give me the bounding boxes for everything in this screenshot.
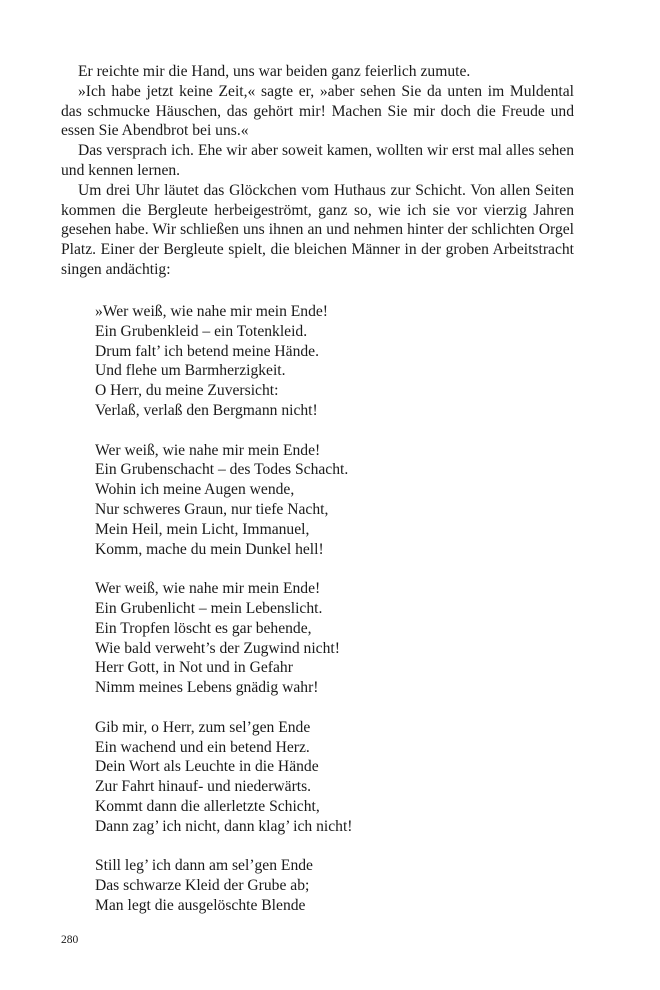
verse-line: Dein Wort als Leuchte in die Hände xyxy=(95,758,319,776)
paragraph: Das versprach ich. Ehe wir aber soweit kamen, wollten wir erst mal alles sehen und kennen lernen. xyxy=(61,142,574,179)
prose-block xyxy=(61,62,574,280)
verse-line: Ein Grubenkleid – ein Totenkleid. xyxy=(95,322,308,340)
verse-line: O Herr, du meine Zuversicht: xyxy=(95,382,279,400)
verse-line: Wohin ich meine Augen wende, xyxy=(95,481,295,499)
verse-line: Und flehe um Barmherzigkeit. xyxy=(95,362,286,380)
stanza xyxy=(95,579,353,698)
verse-line: Zur Fahrt hinauf- und niederwärts. xyxy=(95,778,312,796)
verse-line: Ein wachend und ein betend Herz. xyxy=(95,738,310,756)
verse-line: Still leg’ ich dann am sel’gen Ende xyxy=(95,857,313,875)
paragraph: »Ich habe jetzt keine Zeit,« sagte er, »aber sehen Sie da unten im Muldental das schmucke Häuschen, das gehört mir! Machen Sie mir doch die Freude und essen Sie Abendbrot bei uns.« xyxy=(61,82,574,140)
verse-line: Wer weiß, wie nahe mir mein Ende! xyxy=(95,580,321,598)
verse-line: Drum falt’ ich betend meine Hände. xyxy=(95,342,319,360)
stanza xyxy=(95,856,353,915)
verse-line: Das schwarze Kleid der Grube ab; xyxy=(95,877,310,895)
verse-line: Ein Tropfen löscht es gar behende, xyxy=(95,619,312,637)
paragraph: Er reichte mir die Hand, uns war beiden ganz feierlich zumute. xyxy=(78,63,471,80)
stanza xyxy=(95,441,353,560)
verse-line: Mein Heil, mein Licht, Immanuel, xyxy=(95,520,310,538)
verse-line: Nimm meines Lebens gnädig wahr! xyxy=(95,679,319,697)
verse-line: Gib mir, o Herr, zum sel’gen Ende xyxy=(95,718,311,736)
stanza xyxy=(95,718,353,837)
verse-line: Man legt die ausgelöschte Blende xyxy=(95,896,306,914)
page-number: 280 xyxy=(61,934,79,946)
verse-line: Nur schweres Graun, nur tiefe Nacht, xyxy=(95,500,329,518)
verse-line: Wer weiß, wie nahe mir mein Ende! xyxy=(95,441,321,459)
verse-line: Komm, mache du mein Dunkel hell! xyxy=(95,540,324,558)
paragraph: Um drei Uhr läutet das Glöckchen vom Huthaus zur Schicht. Von allen Seiten kommen die Bergleute herbeigeströmt, ganz so, wie ich sie vor vierzig Jahren gesehen habe. Wir schließen uns ihnen an und nehmen hinter der schlichten Orgel Platz. Einer der Bergleute spielt, die bleichen Männer in der groben Arbeitstracht singen andächtig: xyxy=(61,181,574,278)
verse-line: Verlaß, verlaß den Bergmann nicht! xyxy=(95,401,318,419)
verse-line: Ein Grubenlicht – mein Lebenslicht. xyxy=(95,599,323,617)
hymn-verse xyxy=(95,302,353,916)
verse-line: »Wer weiß, wie nahe mir mein Ende! xyxy=(95,303,328,320)
verse-line: Ein Grubenschacht – des Todes Schacht. xyxy=(95,461,349,479)
verse-line: Dann zag’ ich nicht, dann klag’ ich nicht! xyxy=(95,817,353,835)
stanza xyxy=(95,302,353,421)
verse-line: Kommt dann die allerletzte Schicht, xyxy=(95,797,320,815)
verse-line: Herr Gott, in Not und in Gefahr xyxy=(95,659,293,677)
verse-line: Wie bald verweht’s der Zugwind nicht! xyxy=(95,639,340,657)
